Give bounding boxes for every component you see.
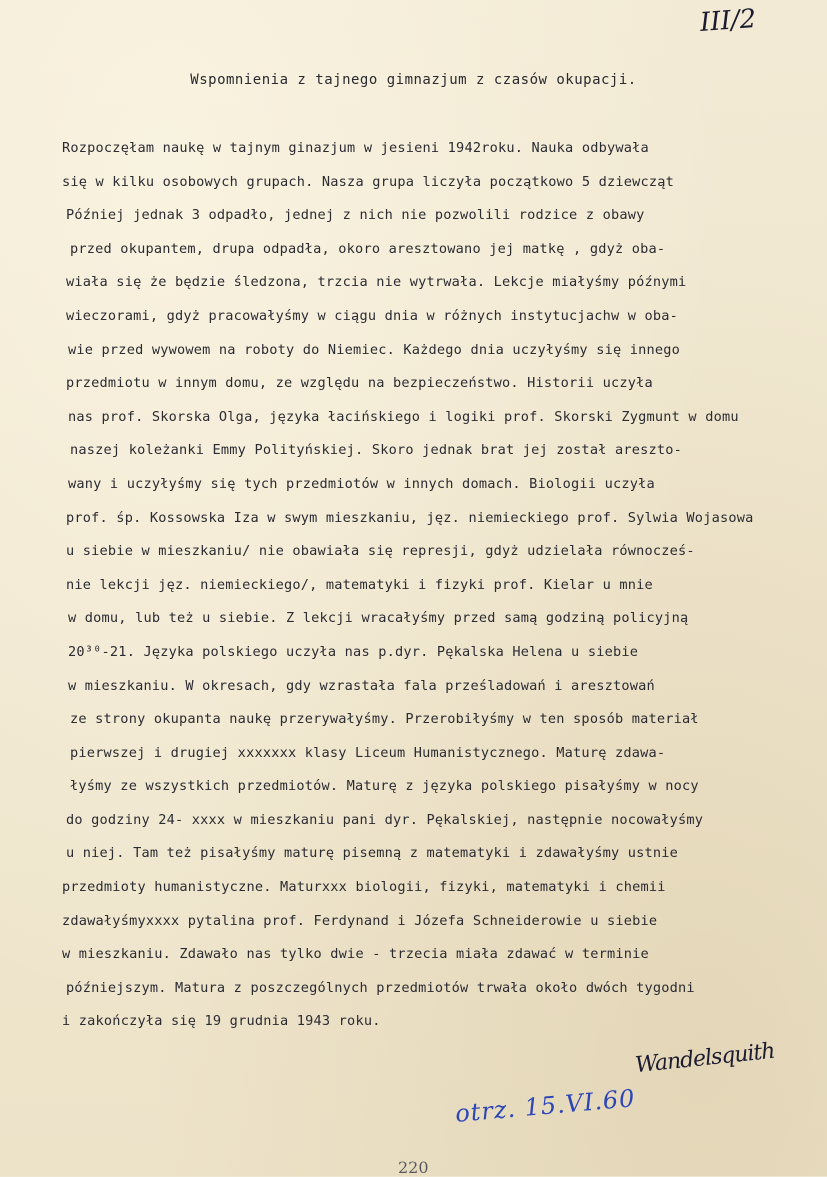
body-line: prof. śp. Kossowska Iza w swym mieszkaniu, jęz. niemieckiego prof. Sylwia Wojasowa — [66, 509, 754, 526]
page-number: 220 — [398, 1158, 429, 1177]
body-line: 20³⁰-21. Języka polskiego uczyła nas p.dyr. Pękalska Helena u siebie — [68, 643, 639, 660]
body-line: przed okupantem, drupa odpadła, okoro aresztowano jej matkę , gdyż oba- — [70, 240, 666, 257]
body-line: wie przed wywowem na roboty do Niemiec. Każdego dnia uczyłyśmy się innego — [68, 341, 681, 358]
body-line: przedmioty humanistyczne. Maturxxx biologii, fizyki, matematyki i chemii — [62, 879, 666, 896]
body-line: do godziny 24- xxxx w mieszkaniu pani dyr. Pękalskiej, następnie nocowałyśmy — [66, 811, 704, 828]
body-line: przedmiotu w innym domu, ze względu na bezpieczeństwo. Historii uczyła — [66, 375, 653, 392]
body-line: późniejszym. Matura z poszczególnych przedmiotów trwała około dwóch tygodni — [66, 979, 695, 996]
received-date-note: otrz. 15.VI.60 — [454, 1084, 637, 1128]
body-line: Rozpoczęłam naukę w tajnym ginazjum w jesieni 1942roku. Nauka odbywała — [62, 140, 649, 156]
body-line: się w kilku osobowych grupach. Nasza grupa liczyła początkowo 5 dziewcząt — [62, 173, 675, 190]
body-line: u niej. Tam też pisałyśmy maturę pisemną z matematyki i zdawałyśmy ustnie — [66, 845, 679, 862]
body-line: w domu, lub też u siebie. Z lekcji wracałyśmy przed samą godziną policyjną — [68, 610, 689, 627]
body-line: w mieszkaniu. Zdawało nas tylko dwie - trzecia miała zdawać w terminie — [62, 946, 649, 963]
document-body — [62, 132, 822, 1039]
body-line: ze strony okupanta naukę przerywałyśmy. Przerobiłyśmy w ten sposób materiał — [70, 711, 699, 728]
body-line: u siebie w mieszkaniu/ nie obawiała się represji, gdyż udzielała równocześ- — [66, 543, 695, 560]
body-line: nie lekcji jęz. niemieckiego/, matematyki i fizyki prof. Kielar u mnie — [66, 576, 653, 593]
body-line: wieczorami, gdyż pracowałyśmy w ciągu dnia w różnych instytucjachw w oba- — [66, 307, 679, 324]
body-line: w mieszkaniu. W okresach, gdy wzrastała fala prześladowań i aresztowań — [68, 677, 655, 694]
document-title: Wspomnienia z tajnego gimnazjum z czasów okupacji. — [190, 72, 637, 88]
body-line: wiała się że będzie śledzona, trzcia nie wytrwała. Lekcje miałyśmy późnymi — [66, 274, 687, 291]
body-line: nas prof. Skorska Olga, języka łacińskiego i logiki prof. Skorski Zygmunt w domu — [68, 408, 739, 425]
body-line: Później jednak 3 odpadło, jednej z nich nie pozwolili rodzice z obawy — [66, 207, 645, 224]
body-line: pierwszej i drugiej xxxxxxx klasy Liceum Humanistycznego. Maturę zdawa- — [70, 744, 666, 761]
archive-mark: III/2 — [699, 4, 758, 38]
body-line: zdawałyśmyxxxx pytalina prof. Ferdynand i Józefa Schneiderowie u siebie — [62, 912, 658, 929]
body-line: łyśmy ze wszystkich przedmiotów. Maturę z języka polskiego pisałyśmy w nocy — [70, 778, 699, 795]
body-line: i zakończyła się 19 grudnia 1943 roku. — [62, 1013, 381, 1030]
body-line: naszej koleżanki Emmy Polityńskiej. Skoro jednak brat jej został areszto- — [70, 442, 683, 459]
handwritten-signature: Wandelsquith — [634, 1038, 776, 1079]
body-line: wany i uczyłyśmy się tych przedmiotów w innych domach. Biologii uczyła — [68, 475, 655, 492]
